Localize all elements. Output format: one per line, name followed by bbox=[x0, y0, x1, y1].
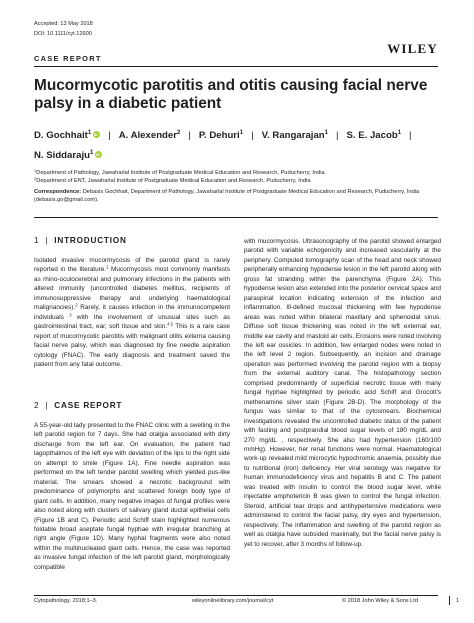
author-separator: | bbox=[108, 130, 111, 141]
case-report-paragraph: A 55-year-old lady presented to the FNAC clinic with a swelling in the left parotid region for 7 days. She had otalgia associated with dirty discharge from the left ear. On evaluation, the patient had lagopthalmos of the left eye with deviation of the lips to the right side on attempt to smile (Figure 1A). Fine needle aspiration was performed on the left tender parotid swelling which yielded pus-like material. The smears showed a necrotic background with predominance of polymorphs and scattered foreign body type of giant cells. In addition, many negative images of fungal profiles were also noted along with clusters of salivary gland ductal epithelial cells (Figure 1B and C). Periodic acid Schiff stain highlighted numerous foldable broad aseptate fungal hyphae with irregular branching at right angle (Figure 1D). Many hyphal fragments were also noted within the multinucleated giant cells. Hence, the case was reported as invasive fungal infection of the left parotid gland, morphologically compatible bbox=[34, 422, 230, 571]
accepted-date: Accepted: 13 May 2018 bbox=[34, 21, 93, 27]
introduction-paragraph: Isolated invasive mucormycosis of the parotid gland is rarely reported in the literature.$^1$ Mucormycosis most commonly manifests as rhino-oculocerebral and pulmonary infections in the patients with altered immunity (uncontrolled diabetes mellitus, recipients of immunosuppressive therapy and underlying haematological malignancies).$^2$ Rarely, it causes infection in the immunocompetent individuals $^3$ with the involvement of unusual sites such as gastrointestinal tract, ear, soft tissue and skin.$^{4,5}$ This is a rare case report of mucormycotic parotitis with malignant otitis externa causing facial nerve palsy, which was diagnosed by fine needle aspiration cytology (FNAC). The early diagnosis and treatment saved the patient from any fatal outcome. bbox=[34, 257, 230, 368]
author-separator: | bbox=[251, 130, 254, 141]
doi: DOI: 10.1111/cyt.12600 bbox=[34, 31, 92, 37]
header-rule bbox=[34, 66, 438, 67]
journal-citation: Cytopathology. 2018;1–3. bbox=[34, 598, 98, 604]
article-type-label: CASE REPORT bbox=[34, 54, 102, 63]
footer-rule bbox=[34, 595, 438, 596]
author-1: D. Gochhait$^1$iD bbox=[34, 130, 100, 141]
journal-url[interactable]: wileyonlinelibrary.com/journal/cyt bbox=[192, 598, 274, 604]
case-report-continued-paragraph: with mucormycosis. Ultrasonography of the parotid showed enlarged parotid with variable echogenicity and increased vascularity at the periphery. Computed tomography scan of the head and neck showed peripherally enhancing hypodense lesion in the left parotid along with gross fat stranding within the parenchyma (Figure 2A). This hypodense lesion also extended into the posterior cervical space and paraspinal location indicating extension of the infection and inflammation. Ill-defined mucosal thickening with few hypodense areas was noted within bilateral maxillary and sphenoidal sinus. Diffuse soft tissue thickening was noted in the left external ear, middle ear cavity and mastoid air cells. Erosions were noted involving the left ear ossicles. In addition, few enlarged nodes were noted in the left level 2 region. Subsequently, an incision and drainage operation was performed involving the parotid region with a biopsy from the external auditory canal. The histopathology section comprised predominantly of superficial necrotic tissue with many fungal hyphae highlighted by periodic acid Schiff and Grocott's methenamine silver stain (Figure 2B-D). The morphology of the fungus was similar to that of the cytosmears. Biochemical investigations revealed the uncontrolled diabetic status of the patient with fasting and postprandial blood sugar levels of 180 mg/dL and 270 mg/dL , respectively. She also had hypertension (160/100 mmHg). However, her renal functions were normal. Haematological work-up revealed mild microcytic hypochromic anaemia, possibly due to nutritional (iron) deficiency. Her viral serology was negative for human immunodeficiency virus and hepatitis B and C. The patient was treated with insulin to control the blood sugar level, while injectable amphotericin B was given to control the fungal infection. Steroid, artificial tear drops and antihypertensive medications were administered to control the facial palsy, dry eyes and hypertension, respectively. The inflammation and swelling of the parotid region as well as otalgia have subsided maximally, but the facial nerve palsy is yet to recover, after 3 months of follow-up. bbox=[244, 238, 441, 548]
section-rule bbox=[34, 217, 438, 218]
affiliation-1: $^1$Department of Pathology, Jawaharlal Institute of Postgraduate Medical Education and Research, Puducherry, India bbox=[34, 168, 325, 176]
author-2: A. Alexender$^2$ bbox=[118, 130, 181, 141]
affiliation-2: $^2$Department of ENT, Jawaharlal Institute of Postgraduate Medical Education and Research, Puducherry, India bbox=[34, 176, 311, 185]
page-number: 1 bbox=[456, 598, 460, 604]
orcid-icon[interactable] bbox=[93, 131, 100, 138]
correspondence: Correspondence: Debasis Gochhait, Department of Pathology, Jawaharlal Institute of Postgraduate Medical Education and Research, Puducherry, India (debasis.go@gmail.com). bbox=[34, 189, 420, 204]
author-5: S. E. Jacob$^1$ bbox=[346, 130, 402, 141]
author-separator: | bbox=[336, 130, 339, 141]
author-separator: | bbox=[409, 130, 412, 141]
author-3: P. Dehuri$^1$ bbox=[198, 130, 244, 141]
orcid-icon[interactable] bbox=[95, 151, 102, 158]
author-separator: | bbox=[188, 130, 191, 141]
publisher-logo: WILEY bbox=[387, 41, 438, 56]
page-divider bbox=[449, 596, 450, 605]
copyright: © 2018 John Wiley & Sons Ltd bbox=[342, 598, 418, 604]
author-6: N. Siddaraju$^1$iD bbox=[34, 150, 102, 161]
section-heading-introduction: 1 | INTRODUCTION bbox=[34, 236, 127, 245]
author-4: V. Rangarajan$^1$ bbox=[261, 130, 329, 141]
affiliations bbox=[34, 169, 444, 186]
section-heading-case-report: 2 | CASE REPORT bbox=[34, 401, 123, 410]
article-title: Mucormycotic parotitis and otitis causing facial nerve palsy in a diabetic patient bbox=[34, 77, 428, 112]
author-list bbox=[34, 126, 444, 166]
